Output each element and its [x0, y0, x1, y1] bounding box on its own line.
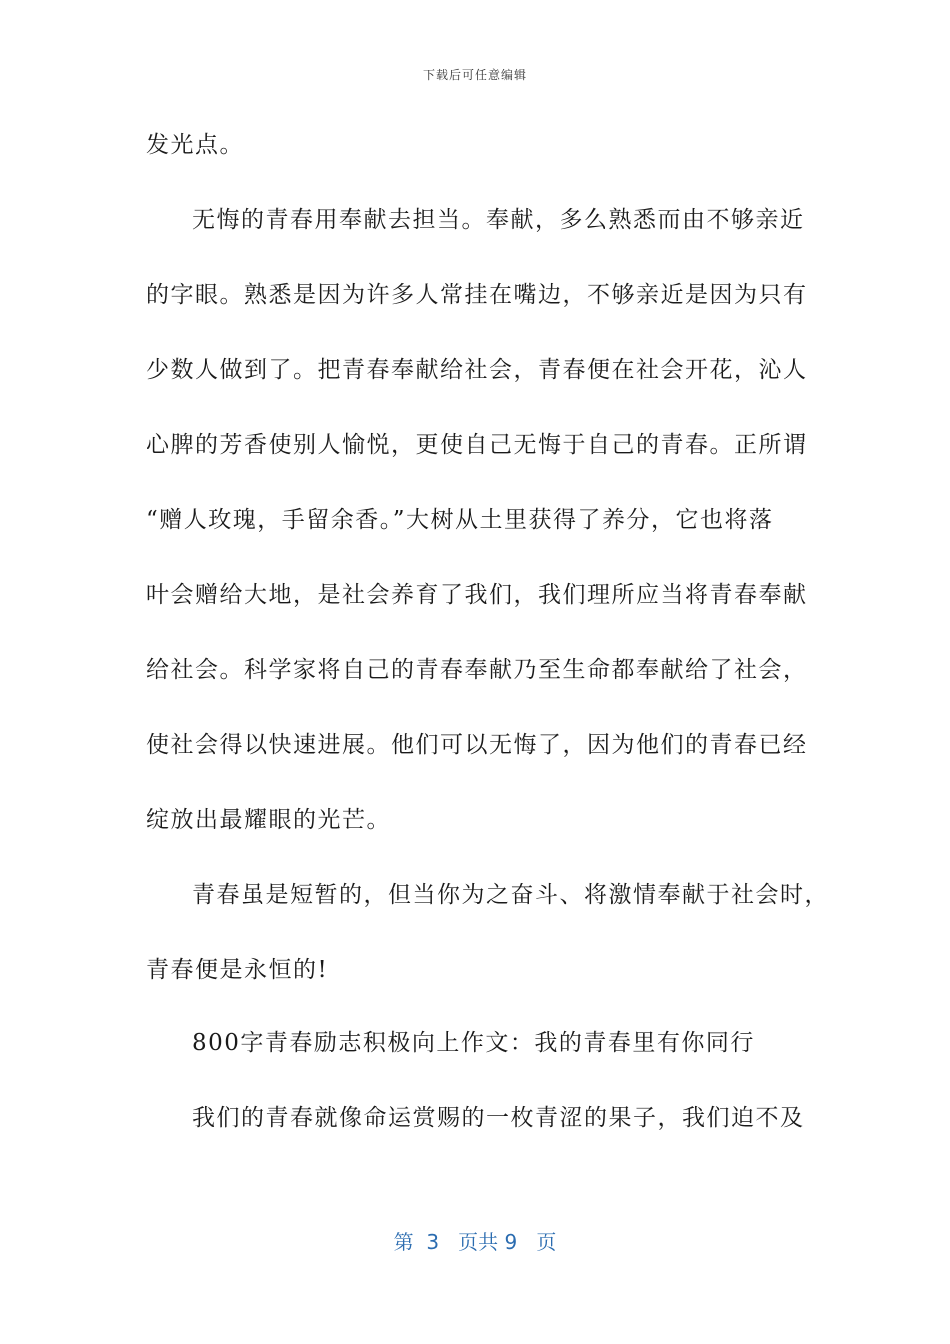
article-title: 800字青春励志积极向上作文：我的青春里有你同行 [192, 1030, 755, 1056]
body-line: 使社会得以快速进展。他们可以无悔了，因为他们的青春已经 [146, 732, 808, 758]
page-header: 下载后可任意编辑 [422, 68, 527, 82]
body-line: 青春便是永恒的! [146, 957, 329, 983]
body-line: 心脾的芳香使别人愉悦，更使自己无悔于自己的青春。正所谓 [146, 432, 808, 458]
paragraph-start-line: 青春虽是短暂的，但当你为之奋斗、将激情奉献于社会时， [192, 882, 829, 908]
body-line: 的字眼。熟悉是因为许多人常挂在嘴边，不够亲近是因为只有 [146, 282, 808, 308]
body-line: 给社会。科学家将自己的青春奉献乃至生命都奉献给了社会， [146, 657, 808, 683]
body-line: 绽放出最耀眼的光芒。 [146, 807, 391, 833]
body-line: 少数人做到了。把青春奉献给社会，青春便在社会开花，沁人 [146, 357, 808, 383]
paragraph-start-line: 无悔的青春用奉献去担当。奉献，多么熟悉而由不够亲近 [192, 207, 805, 233]
body-line: 发光点。 [146, 132, 244, 158]
page-footer: 第 3 页共 9 页 [393, 1230, 557, 1254]
body-line: “赠人玫瑰，手留余香。”大树从土里获得了养分，它也将落 [146, 507, 774, 533]
paragraph-start-line: 我们的青春就像命运赏赐的一枚青涩的果子，我们迫不及 [192, 1105, 805, 1131]
body-line: 叶会赠给大地，是社会养育了我们，我们理所应当将青春奉献 [146, 582, 808, 608]
